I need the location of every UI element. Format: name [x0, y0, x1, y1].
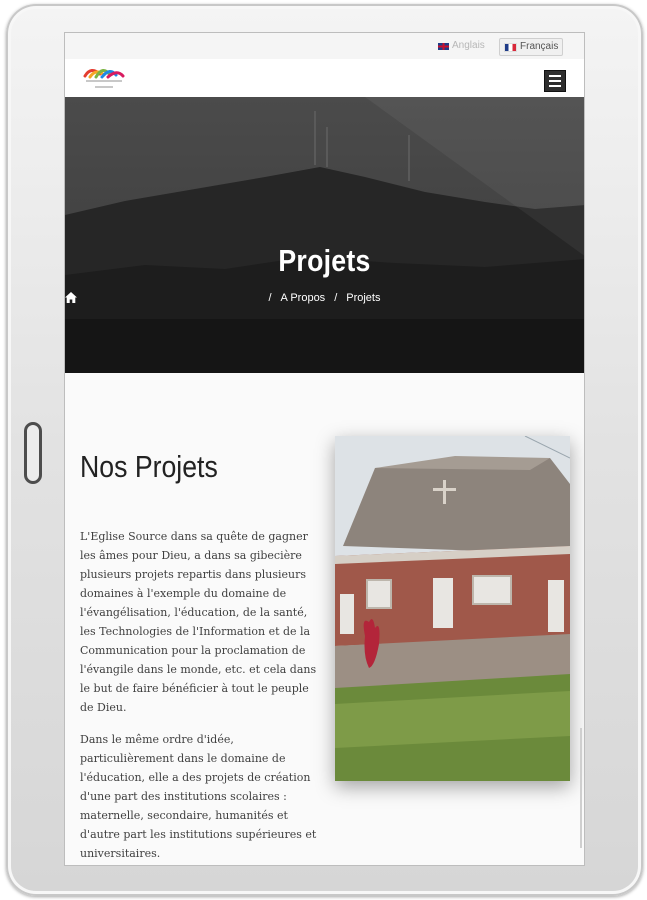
menu-bar-2 [549, 80, 561, 82]
uk-flag-icon [438, 43, 449, 50]
breadcrumb-separator: / [268, 292, 272, 304]
language-bar [65, 33, 584, 59]
france-flag-icon [504, 43, 517, 52]
church-building-photo [335, 436, 570, 781]
intro-paragraph: L'Eglise Source dans sa quête de gagner les âmes pour Dieu, a dans sa gibecière plusieurs projets repartis dans plusieurs domaines à l'exemple du domaine de l'évangélisation, l'éducation, de la santé, les Technologies de l'Information et de la Communication pour la proclamation de l'évangile dans le monde, etc. et cela dans le but de faire bénéficier à tout le peuple de Dieu. [80, 530, 317, 714]
education-paragraph: Dans le même ordre d'idée, particulièrement dans le domaine de l'éducation, elle a des projets de création d'une part des institutions scolaires : maternelle, secondaire, humanités et d'autre part les institutions supérieures et universitaires. [80, 733, 317, 860]
breadcrumb-link-a-propos[interactable]: A Propos [280, 292, 326, 304]
main-content [65, 373, 584, 866]
church-logo[interactable] [81, 62, 127, 94]
site-header [65, 59, 584, 97]
language-french-link[interactable] [499, 38, 563, 56]
browser-viewport [64, 32, 585, 866]
home-icon[interactable] [65, 292, 77, 303]
page-title: Projets [278, 243, 371, 278]
language-english-label: Anglais [452, 40, 485, 51]
language-english-link[interactable] [438, 38, 485, 54]
page-scrollbar[interactable] [580, 728, 582, 848]
language-french-label: Français [520, 41, 559, 52]
menu-bar-1 [549, 75, 561, 77]
breadcrumb-current-projets: Projets [346, 292, 381, 304]
page-hero [65, 97, 584, 373]
section-title: Nos Projets [80, 449, 218, 484]
hero-background-image [65, 97, 584, 373]
tablet-home-button[interactable] [24, 422, 42, 484]
breadcrumb-separator: / [334, 292, 338, 304]
breadcrumb [65, 292, 584, 304]
hamburger-menu-icon[interactable] [544, 70, 566, 92]
menu-bar-3 [549, 85, 561, 87]
